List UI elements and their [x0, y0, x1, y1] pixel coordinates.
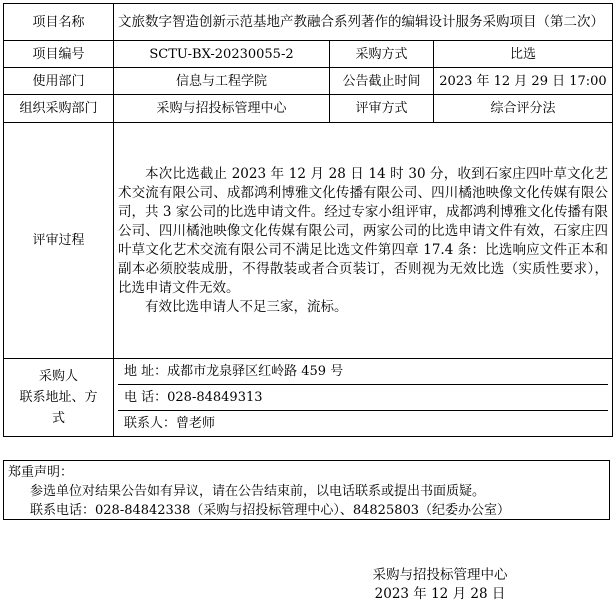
using-dept-value: 信息与工程学院: [114, 68, 330, 95]
project-name-value: 文旅数字智造创新示范基地产教融合系列著作的编辑设计服务采购项目（第二次）: [114, 4, 613, 41]
signature-org: 采购与招投标管理中心: [372, 567, 508, 583]
review-method-label: 评审方式: [330, 95, 434, 123]
contact-address: 地 址：成都市龙泉驿区红岭路 459 号: [118, 359, 608, 385]
deadline-label: 公告截止时间: [330, 68, 434, 95]
review-process-content: [114, 123, 613, 359]
statement-title: 郑重声明：: [8, 465, 74, 480]
review-method-value: 综合评分法: [434, 95, 613, 123]
solemn-statement: [3, 460, 610, 520]
contact-label-line-3: 式: [51, 411, 65, 426]
signature-date: 2023 年 12 月 28 日: [374, 586, 506, 602]
organizer-label: 组织采购部门: [4, 95, 114, 123]
deadline-value: 2023 年 12 月 29 日 17:00: [434, 68, 613, 95]
contact-person: 联系人：曾老师: [124, 416, 216, 431]
procurement-info-table: [3, 3, 613, 437]
review-process-conclusion: 有效比选申请人不足三家，流标。: [145, 298, 348, 315]
review-process-paragraph: 本次比选截止 2023 年 12 月 28 日 14 时 30 分，收到石家庄四叶草文化艺术交流有限公司、成都鸿利博雅文化传播有限公司、四川橘池映像文化传媒有限公司，共 3 家公司的比选申请文件。经过专家小组评审，成都鸿利博雅文化传播有限公司、四川橘池映像文化传媒有限公司，两家公司的比选申请文件有效，石家庄四叶草文化艺术交流有限公司不满足比选文件第四章 17.4 条：比选响应文件正本和副本必须胶装成册，不得散装或者合页装订，否则视为无效比选（实质性要求），比选申请文件无效。: [118, 165, 608, 296]
signature-block: [340, 566, 540, 604]
procurement-method-value: 比选: [434, 41, 613, 68]
contact-label: [4, 359, 114, 437]
contact-phone: 电 话：028-84849313: [118, 385, 608, 411]
project-no-value: SCTU-BX-20230055-2: [114, 41, 330, 68]
using-dept-label: 使用部门: [4, 68, 114, 95]
statement-line-objection: 参选单位对结果公告如有异议，请在公告结束前，以电话联系或提出书面质疑。: [30, 484, 486, 499]
review-process-label: 评审过程: [4, 123, 114, 359]
procurement-method-label: 采购方式: [330, 41, 434, 68]
contact-label-line-2: 联系地址、方: [19, 390, 98, 405]
project-no-label: 项目编号: [4, 41, 114, 68]
contact-details: [114, 359, 613, 437]
project-name-label: 项目名称: [4, 4, 114, 41]
statement-line-phone: 联系电话：028-84842338（采购与招投标管理中心）、84825803（纪委办公室）: [30, 503, 511, 518]
organizer-value: 采购与招投标管理中心: [114, 95, 330, 123]
contact-label-line-1: 采购人: [38, 369, 78, 384]
